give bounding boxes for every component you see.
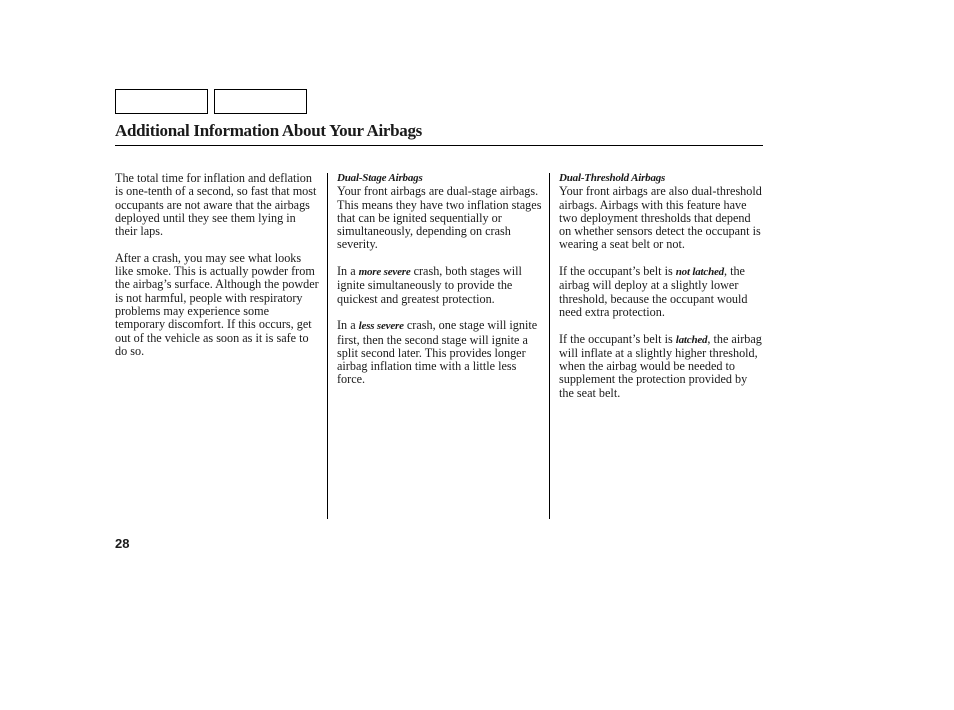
col2-paragraph-2 (337, 265, 542, 306)
more-severe-emphasis: more severe (358, 266, 411, 279)
col2-paragraph-3 (337, 319, 542, 386)
col2-p2-pre: In a (337, 264, 359, 279)
nav-tab-1[interactable] (115, 89, 208, 114)
col2-p2-post: crash, both stages will ignite simultaneously to provide the quickest and greatest protection. (337, 264, 522, 306)
latched-emphasis: latched (675, 333, 708, 346)
nav-tab-2[interactable] (214, 89, 307, 114)
less-severe-emphasis: less severe (358, 320, 404, 333)
dual-stage-heading: Dual-Stage Airbags (337, 172, 423, 184)
dual-threshold-heading: Dual-Threshold Airbags (559, 172, 666, 184)
column-3 (559, 172, 764, 413)
col2-paragraph-1: Your front airbags are dual-stage airbags. This means they have two inflation stages that can be ignited sequentially or simultaneously, depending on crash severity. (337, 184, 542, 252)
page-title: Additional Information About Your Airbags (115, 121, 422, 140)
column-2 (337, 172, 542, 400)
not-latched-emphasis: not latched (675, 266, 724, 279)
col1-paragraph-1: The total time for inflation and deflation is one-tenth of a second, so fast that most occupants are not aware that the airbags deployed until they see them lying in their laps. (115, 171, 317, 239)
column-1 (115, 172, 320, 371)
page-number: 28 (115, 536, 130, 551)
column-divider-2 (549, 173, 550, 519)
col3-paragraph-3 (559, 333, 764, 400)
col3-p3-post: , the airbag will inflate at a slightly higher threshold, when the airbag would be needed to supplement the protection provided by the seat belt. (559, 331, 762, 400)
col3-p3-pre: If the occupant’s belt is (559, 331, 676, 346)
col3-p2-pre: If the occupant’s belt is (559, 264, 676, 279)
column-divider-1 (327, 173, 328, 519)
col3-paragraph-2 (559, 265, 764, 319)
col1-paragraph-2: After a crash, you may see what looks like smoke. This is actually powder from the airbag’s surface. Although the powder is not harmful, people with respiratory problems may experience some temporary discomfort. If this occurs, get out of the vehicle as soon as it is safe to do so. (115, 250, 319, 358)
col2-p3-pre: In a (337, 318, 359, 333)
col2-p3-post: crash, one stage will ignite first, then the second stage will ignite a split second later. This provides longer airbag inflation time with a little less force. (337, 318, 538, 387)
col3-p2-post: , the airbag will deploy at a slightly lower threshold, because the occupant would need extra protection. (559, 264, 748, 319)
title-rule (115, 145, 763, 146)
col3-paragraph-1: Your front airbags are also dual-threshold airbags. Airbags with this feature have two deployment thresholds that depend on whether sensors detect the occupant is wearing a seat belt or not. (559, 184, 762, 252)
